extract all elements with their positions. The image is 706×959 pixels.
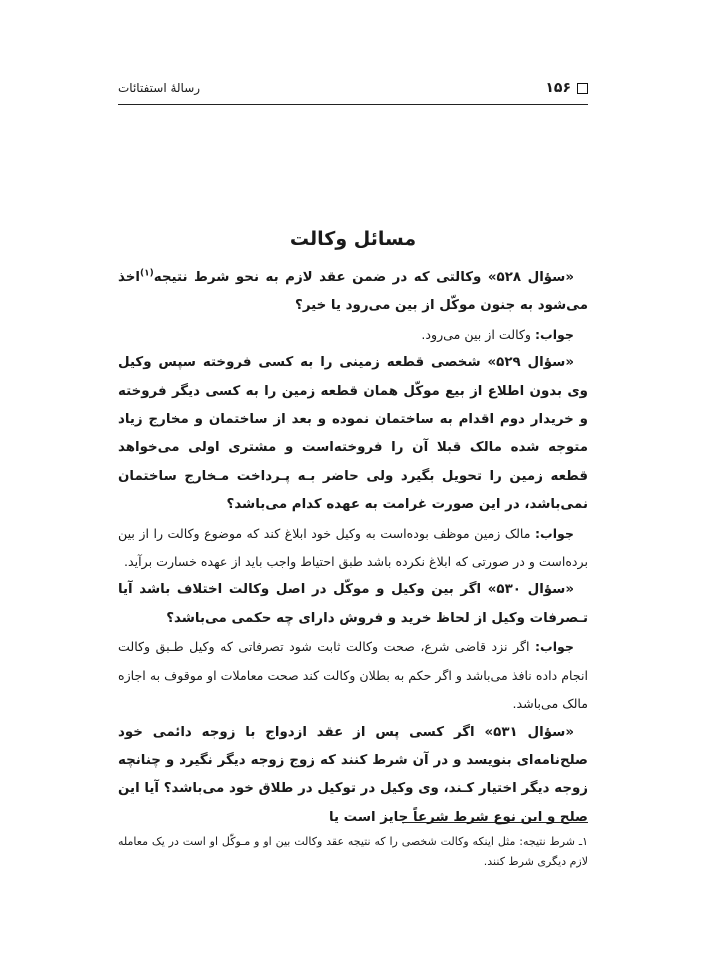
body-text [118,264,588,832]
page-number-group [545,80,588,96]
question-text: اگر کسی پس از عقد ازدواج با زوجه دائمی خود صلح‌نامه‌ای بنویسد و در آن شرط کنند که زوج زوجه دیگر نگیرد و چنانچه زوجه دیگر اختیار کـند، وی وکیل در توکیل در طلاق خود می‌باشد؟ آیا این صلح و این نوع شرط شرعاً جایز است یا [118,724,588,825]
answer-text: وکالت از بین می‌رود. [421,326,531,342]
page-number: ۱۵۶ [545,80,571,96]
answer-text: مالک زمین موظف بوده‌است به وکیل خود ابلاغ کند که موضوع وکالت را از بین برده‌است و در صورتی که ابلاغ نکرده باشد طبق احتیاط واجب باید از عهده خسارت برآید. [118,525,588,570]
footnote-ref[interactable]: (۱) [139,268,154,279]
question-label: «سؤال ۵۳۱» [484,724,574,740]
question-label: «سؤال ۵۲۹» [487,355,574,371]
question-label: «سؤال ۵۳۰» [487,582,574,598]
section-title: مسائل وکالت [289,228,417,250]
square-bullet-icon [577,83,588,94]
question-530 [118,576,588,633]
page-header [118,76,588,105]
question-text: اخذ می‌شود به جنون موکّل از بین می‌رود یا خیر؟ [118,270,588,314]
question-text: اگر بین وکیل و موکّل در اصل وکالت اختلاف باشد آیا تـصرفات وکیل از لحاظ خرید و فروش دارای چه حکمی می‌باشد؟ [118,582,588,626]
answer-529 [118,520,588,577]
question-528 [118,264,588,321]
answer-528 [118,321,588,349]
running-title: رسالۀ استفتائات [118,81,201,95]
question-label: «سؤال ۵۲۸» [487,270,574,285]
answer-label: جواب: [535,326,574,342]
question-529 [118,349,588,519]
question-text: وکالتی که در ضمن عقد لازم به نحو شرط نتیجه [153,270,482,285]
question-531 [118,719,588,833]
answer-text: اگر نزد قاضی شرع، صحت وکالت ثابت شود تصرفاتی که وکیل طـبق وکالت انجام داده نافذ می‌باشد و اگر حکم به بطلان وکالت کند صحت معاملات او موقوف به اجازه مالک می‌باشد. [118,639,588,712]
answer-label: جواب: [535,639,574,655]
answer-530 [118,633,588,718]
answer-label: جواب: [535,525,574,541]
question-text: شخصی قطعه زمینی را به کسی فروخته سپس وکیل وی بدون اطلاع از بیع موکّل همان قطعه زمین را به کسی دیگر فروخته و خریدار دوم اقدام به ساختمان نموده و بعد از ساختمان و مخارج زیاد متوجه شده مالک قبلا آن را فروخته‌است و مشتری اولی می‌خواهد قطعه زمین را تحویل بگیرد ولی حاضر بـه پـرداخت مـخارج ساختمان نمی‌باشد، در این صورت غرامت به عهده کدام می‌باشد؟ [118,355,588,513]
footnote-divider [402,822,588,823]
footnote: ۱ـ شرط نتیجه: مثل اینکه وکالت شخصی را که نتیجه عقد وکالت بین او و مـوکّل او است در یک معامله لازم دیگری شرط کنند. [118,835,588,868]
